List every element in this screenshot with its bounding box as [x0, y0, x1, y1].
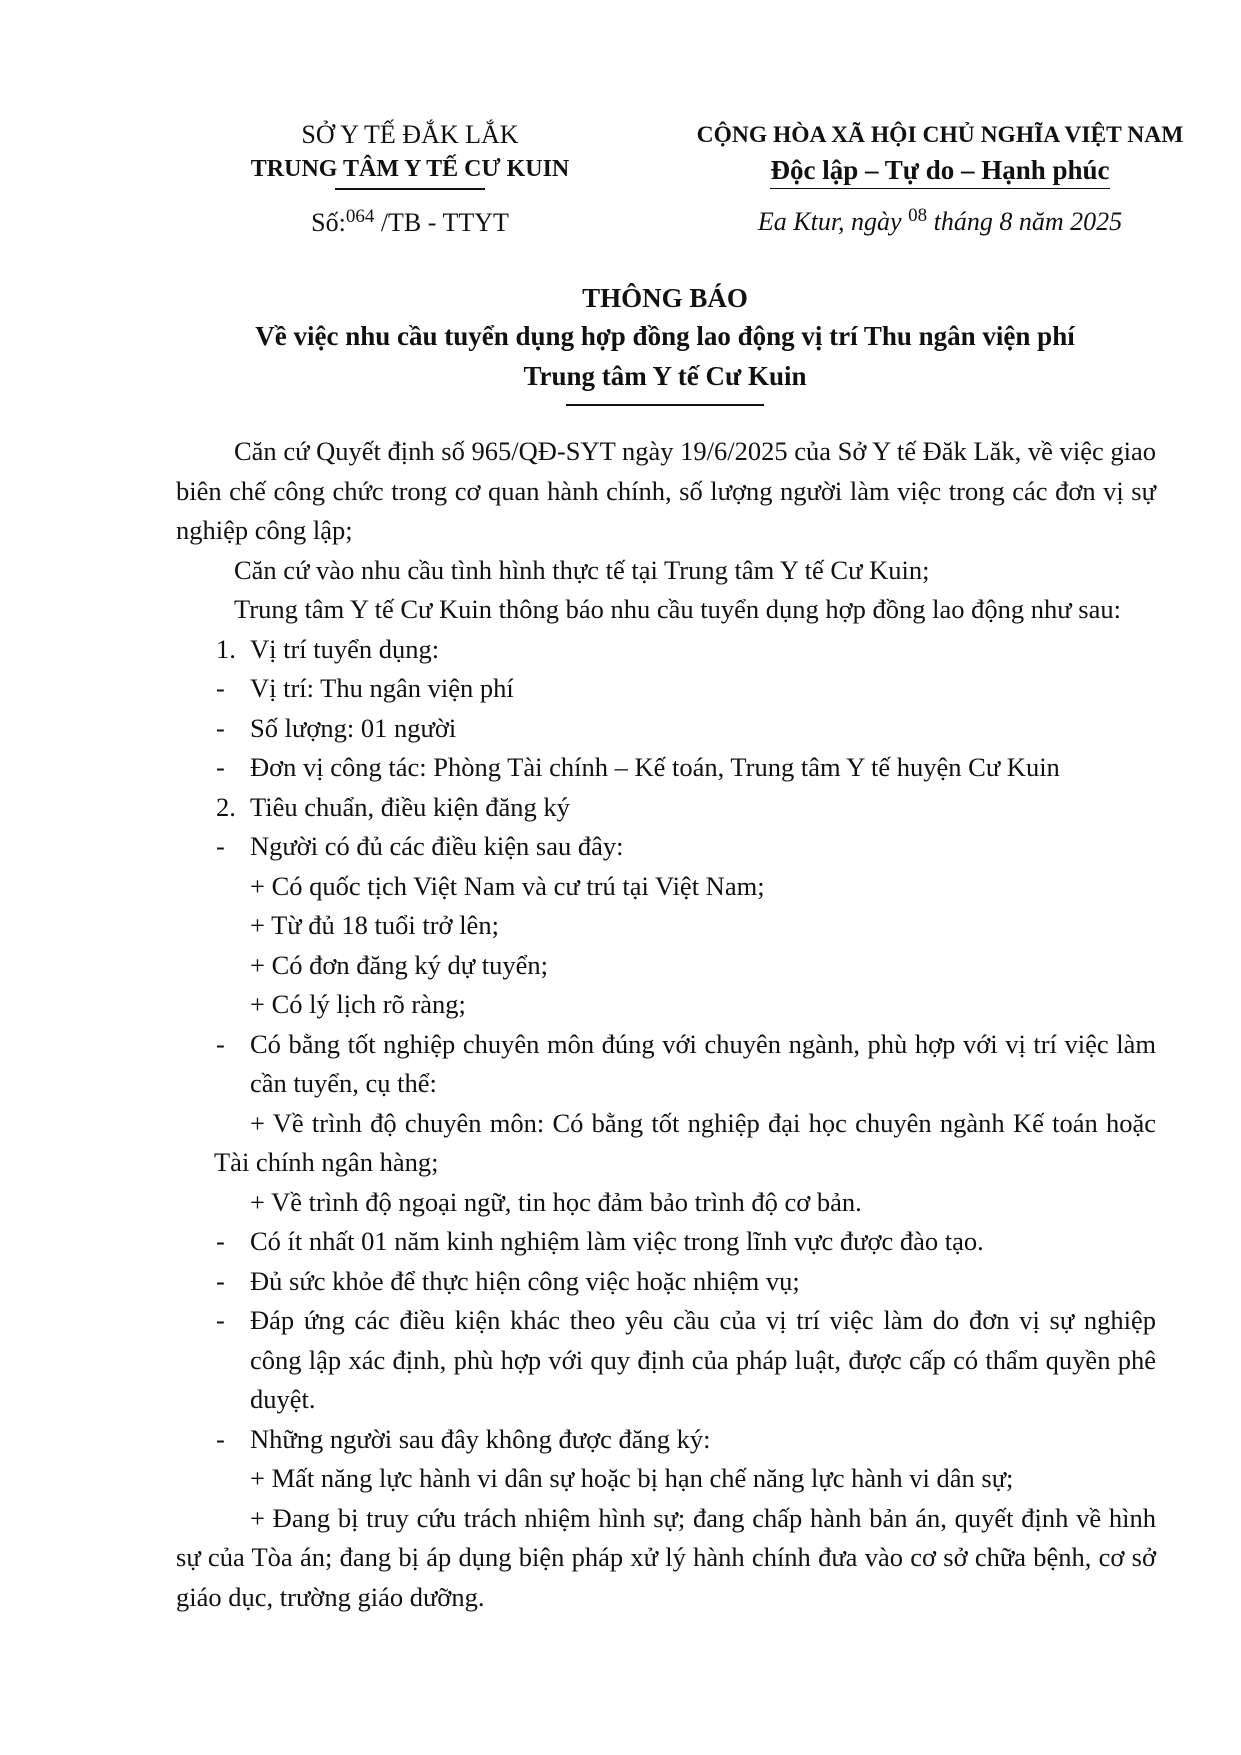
date-prefix: Ea Ktur, ngày [757, 207, 909, 236]
sub-item: + Về trình độ ngoại ngữ, tin học đảm bảo trình độ cơ bản. [250, 1186, 862, 1217]
paragraph-legal-basis: Căn cứ Quyết định số 965/QĐ-SYT ngày 19/6/2025 của Sở Y tế Đăk Lăk, về việc giao biên chế công chức trong cơ quan hành chính, số lượng người làm việc trong các đơn vị sự nghiệp công lập; [176, 436, 1156, 545]
list-item [176, 827, 1156, 867]
list-item-text: Có bằng tốt nghiệp chuyên môn đúng với chuyên ngành, phù hợp với vị trí việc làm cần tuyển, cụ thể: [250, 1028, 1156, 1098]
date-line [690, 205, 1190, 237]
list-item [176, 1025, 1156, 1104]
list-item-text: Số lượng: 01 người [250, 712, 457, 743]
sub-item: + Đang bị truy cứu trách nhiệm hình sự; đang chấp hành bản án, quyết định về hình sự của Tòa án; đang bị áp dụng biện pháp xử lý hành chính đưa vào cơ sở chữa bệnh, cơ sở giáo dục, trường giáo dưỡng. [176, 1502, 1156, 1612]
sub-item: + Từ đủ 18 tuổi trở lên; [250, 910, 499, 940]
document-subtitle-line1: Về việc nhu cầu tuyển dụng hợp đồng lao động vị trí Thu ngân viện phí [255, 321, 1075, 351]
ministry-name: SỞ Y TẾ ĐẮK LẮK [301, 120, 519, 149]
list-item-text: Người có đủ các điều kiện sau đây: [250, 831, 624, 861]
republic-name: CỘNG HÒA XÃ HỘI CHỦ NGHĨA VIỆT NAM [696, 122, 1184, 148]
paragraph-actual-needs: Căn cứ vào nhu cầu tình hình thực tế tại Trung tâm Y tế Cư Kuin; [234, 554, 930, 585]
dash-marker: - [216, 1226, 225, 1256]
sub-item: + Có đơn đăng ký dự tuyển; [250, 949, 548, 980]
list-item [176, 1262, 1156, 1302]
list-item [176, 1222, 1156, 1262]
dash-marker: - [216, 1423, 225, 1454]
paragraph-announcement: Trung tâm Y tế Cư Kuin thông báo nhu cầu tuyển dụng hợp đồng lao động như sau: [234, 594, 1121, 624]
document-subtitle-line2: Trung tâm Y tế Cư Kuin [523, 361, 807, 391]
list-item [176, 709, 1156, 749]
section-number: 2. [216, 791, 236, 822]
dash-marker: - [216, 673, 225, 703]
list-item-text: Có ít nhất 01 năm kinh nghiệm làm việc trong lĩnh vực được đào tạo. [250, 1226, 984, 1256]
list-item [176, 669, 1156, 709]
list-item-text: Đủ sức khỏe để thực hiện công việc hoặc nhiệm vụ; [250, 1265, 800, 1296]
national-header [690, 118, 1190, 237]
center-name: TRUNG TÂM Y TẾ CƯ KUIN [250, 156, 570, 182]
doc-number-suffix: /TB - TTYT [374, 207, 509, 237]
date-day: 08 [908, 205, 928, 226]
list-item [176, 748, 1156, 788]
doc-number-value: 064 [345, 205, 375, 227]
dash-marker: - [216, 1305, 225, 1335]
dash-marker: - [216, 831, 225, 861]
list-item [176, 1301, 1156, 1420]
list-item-text: Đơn vị công tác: Phòng Tài chính – Kế toán, Trung tâm Y tế huyện Cư Kuin [250, 752, 1060, 782]
national-motto: Độc lập – Tự do – Hạnh phúc [770, 152, 1109, 189]
doc-number-prefix: Số: [311, 207, 346, 237]
section-title: Tiêu chuẩn, điều kiện đăng ký [250, 791, 570, 822]
dash-marker: - [216, 712, 225, 743]
date-suffix: tháng 8 năm 2025 [927, 207, 1123, 236]
dash-marker: - [216, 1265, 225, 1296]
list-item-text: Những người sau đây không được đăng ký: [250, 1423, 711, 1454]
section-title: Vị trí tuyển dụng: [250, 633, 440, 664]
list-item-text: Vị trí: Thu ngân viện phí [250, 673, 514, 703]
dash-marker: - [216, 752, 225, 782]
title-block [170, 280, 1160, 406]
document-title: THÔNG BÁO [582, 283, 748, 313]
document-number [240, 206, 580, 238]
center-underline [335, 188, 485, 190]
section-number: 1. [216, 633, 236, 664]
section-1-heading [176, 630, 1156, 670]
sub-item: + Có quốc tịch Việt Nam và cư trú tại Việt Nam; [250, 870, 765, 901]
sub-item: + Mất năng lực hành vi dân sự hoặc bị hạn chế năng lực hành vi dân sự; [250, 1463, 1014, 1493]
section-2-heading [176, 788, 1156, 828]
sub-item: + Có lý lịch rõ ràng; [250, 989, 466, 1019]
list-item [176, 1420, 1156, 1460]
issuer-header [240, 118, 580, 238]
dash-marker: - [216, 1028, 225, 1059]
list-item-text: Đáp ứng các điều kiện khác theo yêu cầu của vị trí việc làm do đơn vị sự nghiệp công lập xác định, phù hợp với quy định của pháp luật, được cấp có thẩm quyền phê duyệt. [250, 1305, 1156, 1414]
sub-item: + Về trình độ chuyên môn: Có bằng tốt nghiệp đại học chuyên ngành Kế toán hoặc Tài chính ngân hàng; [214, 1107, 1156, 1177]
title-underline [566, 404, 764, 406]
document-body [176, 432, 1156, 1617]
